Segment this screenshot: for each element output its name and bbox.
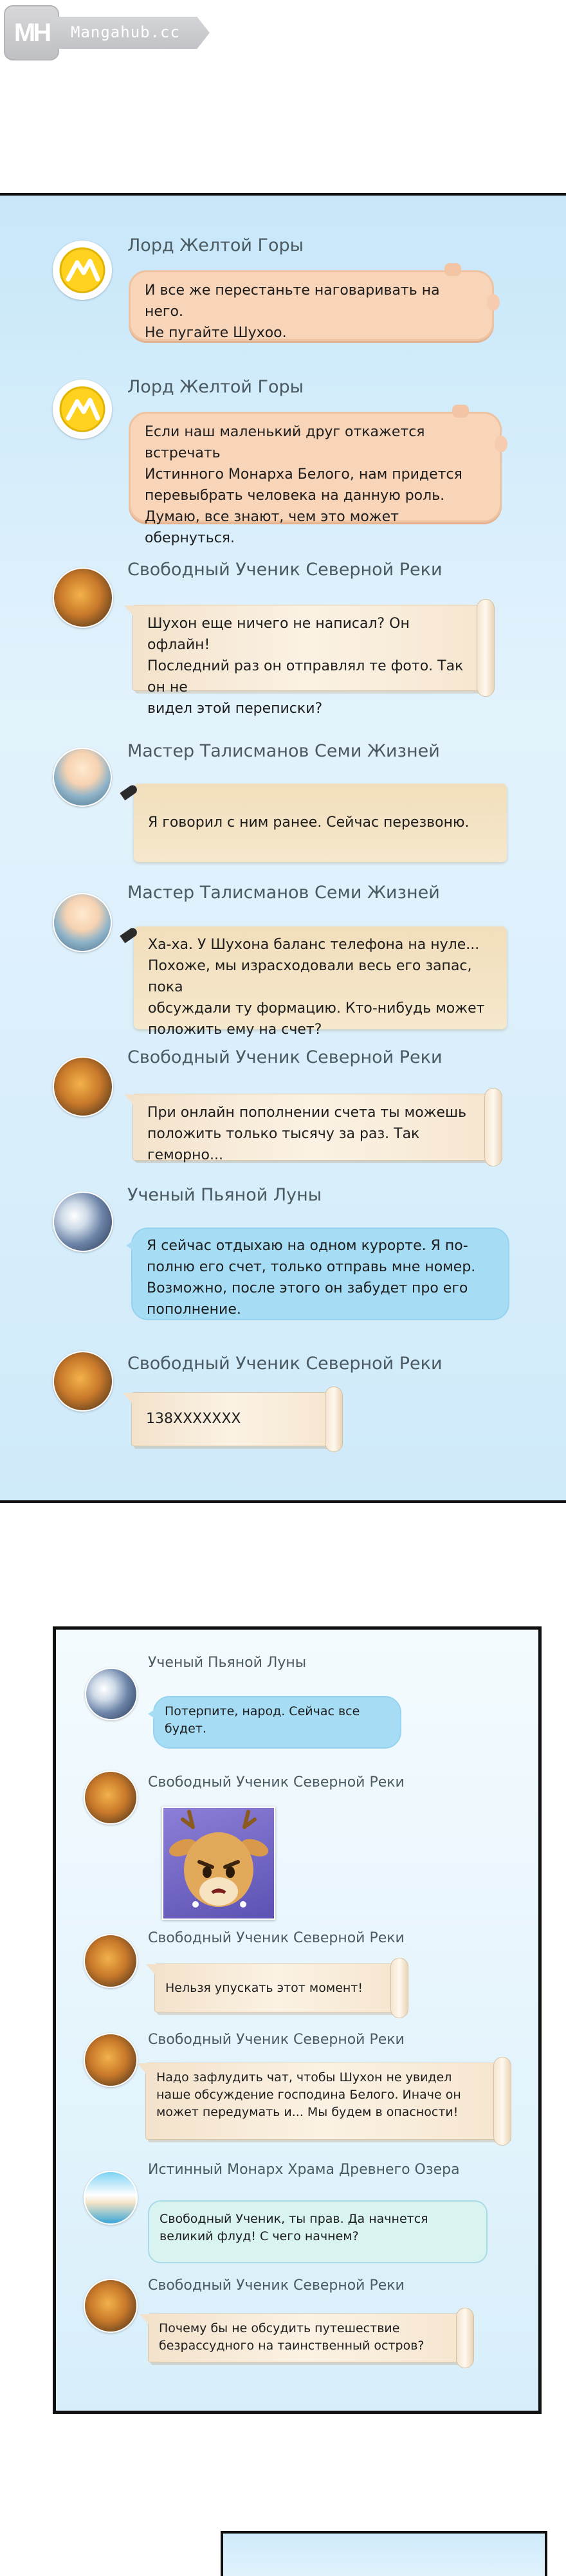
message-bubble bbox=[148, 2314, 463, 2362]
message-line: Истинного Монарха Белого, нам придется bbox=[145, 466, 462, 483]
message-line: Нельзя упускать этот момент! bbox=[165, 1981, 363, 1995]
sender-name: Свободный Ученик Северной Реки bbox=[148, 2277, 405, 2294]
sender-name: Ученый Пьяной Луны bbox=[127, 1185, 322, 1205]
sender-name: Истинный Монарх Храма Древнего Озера bbox=[148, 2162, 460, 2178]
message-bubble bbox=[129, 412, 502, 546]
sunset-avatar bbox=[84, 1771, 138, 1825]
watermark bbox=[4, 5, 214, 58]
deer-sticker bbox=[162, 1807, 275, 1920]
sender-name: Лорд Желтой Горы bbox=[127, 377, 304, 397]
message-line: И все же перестаньте наговаривать на него. bbox=[145, 282, 440, 320]
message-line: великий флуд! С чего начнем? bbox=[160, 2229, 359, 2243]
message-bubble bbox=[132, 605, 484, 717]
message-line: Если наш маленький друг откажется встречать bbox=[145, 424, 425, 461]
message-line: Думаю, все знают, чем это может обернуться. bbox=[145, 509, 399, 546]
message-line: перевыбрать человека на данную роль. bbox=[145, 488, 445, 504]
sunset-avatar bbox=[84, 2033, 138, 2087]
watermark-text: Mangahub.cc bbox=[71, 23, 180, 41]
master-avatar bbox=[53, 893, 112, 952]
sender-name: Свободный Ученик Северной Реки bbox=[127, 1047, 443, 1067]
message-line: положить ему на счет? bbox=[148, 1022, 322, 1038]
sunset-avatar bbox=[53, 567, 113, 628]
sender-name: Свободный Ученик Северной Реки bbox=[148, 1930, 405, 1946]
message-line: видел этой переписки? bbox=[147, 701, 323, 717]
message-line: При онлайн пополнении счета ты можешь bbox=[147, 1105, 467, 1121]
message-line: полню его счет, только отправь мне номер. bbox=[147, 1259, 476, 1275]
yellow-mountain-icon bbox=[53, 241, 112, 300]
lake-avatar bbox=[84, 2171, 138, 2225]
message-bubble bbox=[131, 1392, 332, 1446]
message-bubble bbox=[134, 926, 507, 1038]
sunset-avatar bbox=[84, 2279, 138, 2333]
sender-name: Свободный Ученик Северной Реки bbox=[127, 560, 443, 580]
message-line: Ха-ха. У Шухона баланс телефона на нуле... bbox=[148, 937, 480, 953]
message-line: Возможно, после этого он забудет про его bbox=[147, 1280, 468, 1296]
message-bubble bbox=[148, 2200, 488, 2263]
scholar-avatar bbox=[85, 1668, 138, 1720]
message-line: пополнение. bbox=[147, 1302, 241, 1318]
message-line: Похоже, мы израсходовали весь его запас, пока bbox=[148, 958, 472, 995]
message-line: может передумать и... Мы будем в опасности! bbox=[156, 2105, 459, 2119]
master-avatar bbox=[53, 748, 112, 807]
message-line: безрассудного на таинственный остров? bbox=[159, 2339, 424, 2353]
sender-name: Мастер Талисманов Семи Жизней bbox=[127, 883, 440, 903]
mangahub-logo: MH bbox=[4, 5, 59, 60]
message-line: Шухон еще ничего не написал? Он офлайн! bbox=[147, 616, 410, 653]
sender-name: Свободный Ученик Северной Реки bbox=[127, 1354, 443, 1374]
message-line: наше обсуждение господина Белого. Иначе он bbox=[156, 2088, 461, 2102]
sunset-avatar bbox=[53, 1056, 113, 1117]
yellow-mountain-icon bbox=[53, 380, 112, 439]
message-bubble bbox=[153, 1696, 401, 1749]
message-bubble bbox=[129, 270, 494, 341]
message-line: Почему бы не обсудить путешествие bbox=[159, 2321, 400, 2335]
message-bubble bbox=[145, 2063, 500, 2140]
message-line: 138XXXXXXX bbox=[146, 1411, 241, 1427]
sender-name: Свободный Ученик Северной Реки bbox=[148, 2032, 405, 2048]
message-line: будет. bbox=[165, 1722, 206, 1736]
message-line: Потерпите, народ. Сейчас все bbox=[165, 1704, 360, 1718]
message-line: обсуждали ту формацию. Кто-нибудь может bbox=[148, 1000, 485, 1017]
message-line: Не пугайте Шухоо. bbox=[145, 325, 287, 341]
chat-panel-3 bbox=[221, 2531, 547, 2576]
sender-name: Свободный Ученик Северной Реки bbox=[148, 1774, 405, 1790]
sunset-avatar bbox=[53, 1351, 113, 1412]
message-bubble bbox=[131, 1228, 509, 1320]
message-line: положить только тысячу за раз. Так геморно... bbox=[147, 1126, 420, 1163]
message-line: Надо зафлудить чат, чтобы Шухон не увидел bbox=[156, 2070, 452, 2084]
scholar-avatar bbox=[53, 1191, 113, 1252]
message-bubble bbox=[134, 784, 507, 862]
sunset-avatar bbox=[84, 1934, 138, 1988]
message-line: Я говорил с ним ранее. Сейчас перезвоню. bbox=[148, 814, 470, 831]
message-bubble bbox=[132, 1094, 491, 1161]
message-line: Последний раз он отправлял те фото. Так он не bbox=[147, 658, 464, 695]
message-bubble bbox=[154, 1964, 397, 2012]
sender-name: Ученый Пьяной Луны bbox=[148, 1655, 307, 1671]
message-line: Я сейчас отдыхаю на одном курорте. Я по- bbox=[147, 1238, 468, 1254]
message-line: Свободный Ученик, ты прав. Да начнется bbox=[160, 2212, 428, 2226]
sender-name: Мастер Талисманов Семи Жизней bbox=[127, 741, 440, 761]
sender-name: Лорд Желтой Горы bbox=[127, 235, 304, 255]
